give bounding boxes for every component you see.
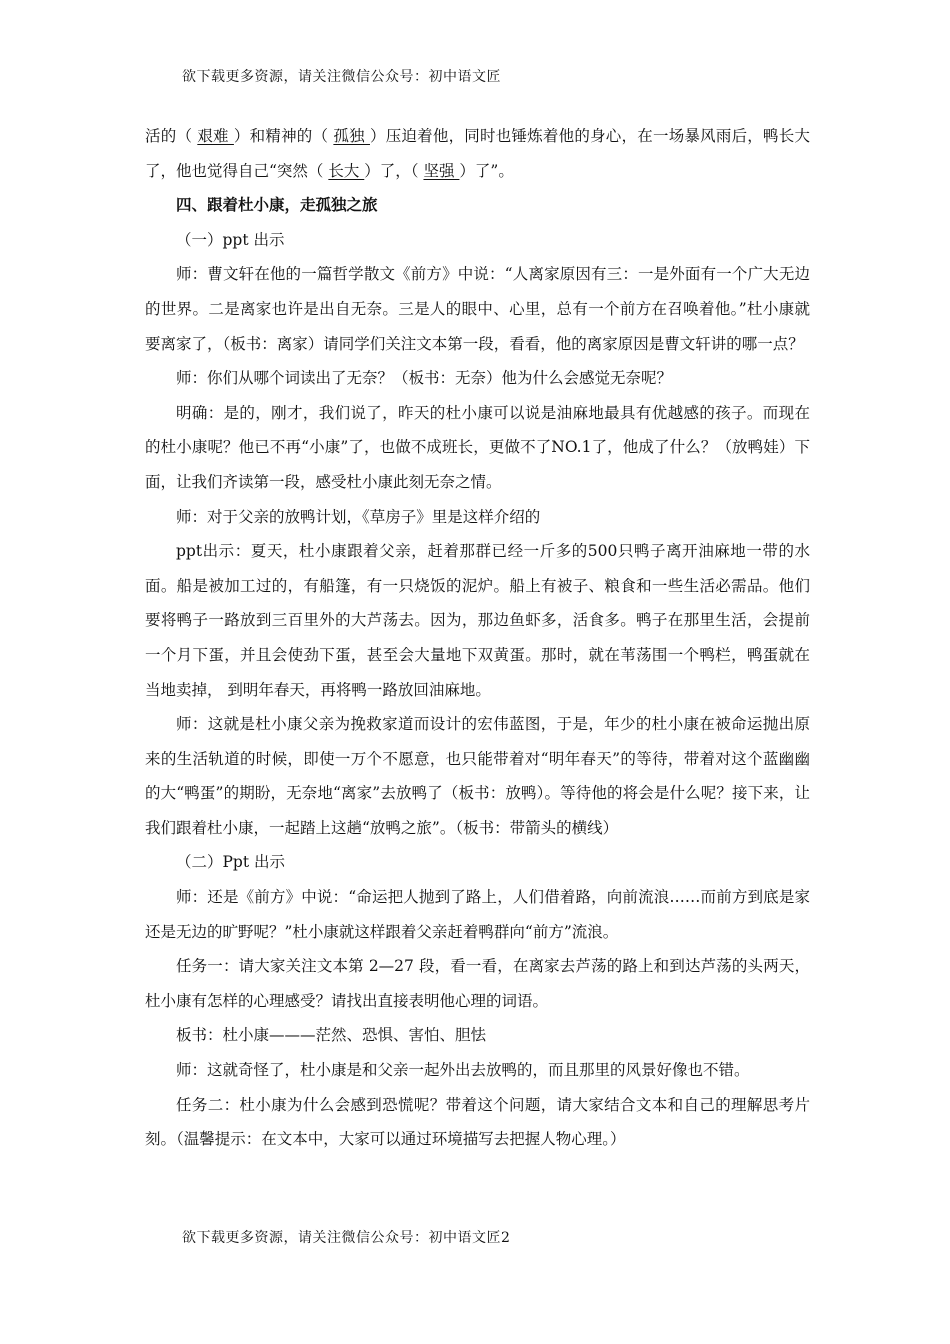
fill-blank-answer: 孤独 (333, 127, 370, 145)
paragraph: 师：这就奇怪了，杜小康是和父亲一起外出去放鸭的，而且那里的风景好像也不错。 (176, 1061, 750, 1080)
paragraph-continuation (145, 119, 810, 188)
paragraph: 师：对于父亲的放鸭计划，《草房子》里是这样介绍的 (176, 507, 541, 526)
paragraph: 板书：杜小康———茫然、恐惧、害怕、胆怯 (176, 1026, 487, 1045)
page-header: 欲下载更多资源，请关注微信公众号：初中语文匠 (182, 69, 501, 85)
text-run: ）和精神的（ (233, 127, 334, 145)
paragraph: 任务二：杜小康为什么会感到恐慌呢？带着这个问题，请大家结合文本和自己的理解思考片刻。（温馨提示：在文本中，大家可以通过环境描写去把握人物心理。） (145, 1095, 810, 1149)
paragraph: ppt出示：夏天，杜小康跟着父亲，赶着那群已经一斤多的500只鸭子离开油麻地一带的水面。船是被加工过的，有船篷，有一只烧饭的泥炉。船上有被子、粮食和一些生活必需品。他们要将鸭子一路放到三百里外的大芦荡去。因为，那边鱼虾多，活食多。鸭子在那里生活，会提前一个月下蛋，并且会使劲下蛋，甚至会大量地下双黄蛋。那时，就在苇荡围一个鸭栏，鸭蛋就在当地卖掉， 到明年春天，再将鸭一路放回油麻地。 (145, 542, 810, 699)
text-run: ）了”。 (459, 161, 514, 180)
paragraph: 任务一：请大家关注文本第 2—27 段，看一看，在离家去芦荡的路上和到达芦荡的头两天，杜小康有怎样的心理感受？请找出直接表明他心理的词语。 (145, 957, 810, 1010)
paragraph: 师：这就是杜小康父亲为挽救家道而设计的宏伟蓝图，于是，年少的杜小康在被命运抛出原来的生活轨道的时候，即使一万个不愿意，也只能带着对“明年春天”的等待，带着对这个蓝幽幽的大“鸭蛋”的期盼，无奈地“离家”去放鸭了（板书：放鸭）。等待他的将会是什么呢？接下来，让我们跟着杜小康，一起踏上这趟“放鸭之旅”。（板书：带箭头的横线） (145, 715, 810, 837)
text-run: ）了，（ (364, 161, 424, 180)
footer-text: 欲下载更多资源，请关注微信公众号：初中语文匠 (182, 1230, 501, 1246)
subsection-label: （一）ppt 出示 (176, 230, 285, 249)
fill-blank-answer: 长大 (328, 161, 365, 180)
paragraph: 明确：是的，刚才，我们说了，昨天的杜小康可以说是油麻地最具有优越感的孩子。而现在的杜小康呢？他已不再“小康”了，也做不成班长，更做不了NO.1了，他成了什么？（放鸭娃）下面，让我们齐读第一段，感受杜小康此刻无奈之情。 (145, 403, 810, 491)
fill-blank-answer: 坚强 (423, 161, 460, 180)
paragraph: 师：还是《前方》中说：“命运把人抛到了路上，人们借着路，向前流浪……而前方到底是家还是无边的旷野呢？”杜小康就这样跟着父亲赶着鸭群向“前方”流浪。 (145, 888, 810, 941)
body-text (145, 119, 810, 1157)
subsection-label: （二）Ppt 出示 (176, 853, 286, 872)
text-run: 活的（ (145, 127, 198, 145)
paragraph: 师：曹文轩在他的一篇哲学散文《前方》中说：“人离家原因有三：一是外面有一个广大无边的世界。二是离家也许是出自无奈。三是人的眼中、心里，总有一个前方在召唤着他。”杜小康就要离家了，（板书：离家）请同学们关注文本第一段，看看，他的离家原因是曹文轩讲的哪一点？ (145, 265, 810, 353)
section-heading: 四、跟着杜小康，走孤独之旅 (176, 195, 378, 215)
page-footer (182, 1227, 510, 1247)
fill-blank-answer: 艰难 (197, 127, 234, 145)
paragraph: 师：你们从哪个词读出了无奈？（板书：无奈）他为什么会感觉无奈呢？ (176, 369, 673, 388)
page-number: 2 (501, 1230, 511, 1246)
text-run: ）压迫着他，同时也锤炼着他的身心，在一场暴风雨后，鸭长大了，他也觉得自己“突然（ (145, 127, 810, 180)
